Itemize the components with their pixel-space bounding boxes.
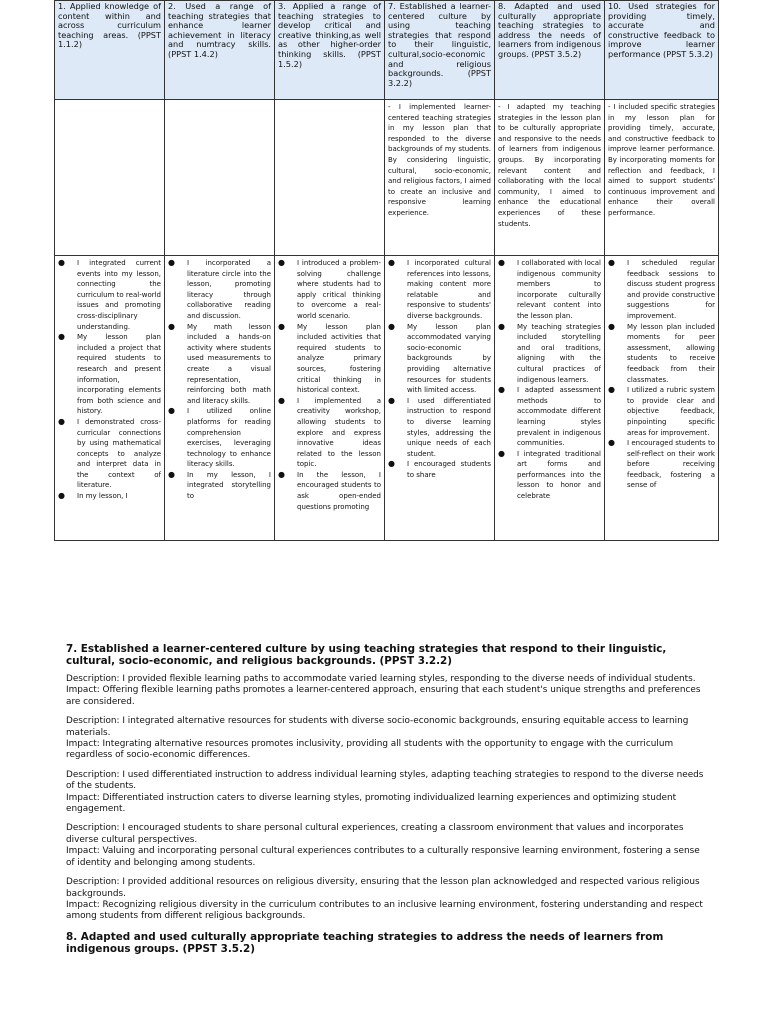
bullet-item: ● I incorporated a literature circle into the lesson, promoting literacy through collaborative reading and discussion. — [187, 258, 271, 322]
indicator-8-header: 8. Adapted and used culturally appropriate teaching strategies to address the needs of learners from indigenous groups. (PPST 3.5.2) — [498, 1, 601, 59]
bullet-item: ● I encouraged students to self-reflect on their work before receiving feedback, fostering a sense of — [627, 438, 715, 491]
bullet-item: ● I incorporated cultural references into lessons, making content more relatable and responsive to students' diverse backgrounds. — [407, 258, 491, 322]
document-body — [66, 643, 706, 962]
bullet-item: ● I integrated traditional art forms and performances into the lesson to honor and celebrate — [517, 449, 601, 502]
bullet-item: ● I integrated current events into my lesson, connecting the curriculum to real-world issues and promoting cross-disciplinary understanding. — [77, 258, 161, 332]
ppst-indicator-table — [54, 0, 718, 541]
entry-impact: Impact: Valuing and incorporating personal cultural experiences contributes to a culturally responsive learning environment, fostering a sense of identity and belonging among students. — [66, 846, 700, 868]
indicator-3-header: 3. Applied a range of teaching strategies to develop critical and creative thinking,as well as other higher-order thinking skills. (PPST 1.5.2) — [278, 1, 381, 69]
indicator-10-header: 10. Used strategies for providing timely, accurate and constructive feedback to improve learner performance (PPST 5.3.2) — [608, 1, 715, 59]
indicator-10-bullets — [605, 256, 718, 491]
indicator-3-reflection — [275, 100, 384, 104]
evidence-cell — [495, 256, 605, 541]
indicator-2-reflection — [165, 100, 274, 104]
evidence-cell — [165, 256, 275, 541]
entry-paragraph — [66, 823, 706, 869]
indicator-2-bullets — [165, 256, 274, 502]
bullet-item: ● I introduced a problem-solving challenge where students had to apply critical thinking to overcome a real-world scenario. — [297, 258, 381, 322]
reflection-cell — [275, 100, 385, 256]
bullet-item: ● I used differentiated instruction to respond to diverse learning styles, addressing the unique needs of each student. — [407, 396, 491, 460]
entry-impact: Impact: Differentiated instruction caters to diverse learning styles, promoting individualized learning experiences and optimizing student engagement. — [66, 792, 677, 815]
header-cell — [385, 1, 495, 100]
indicator-1-header: 1. Applied knowledge of content within and across curriculum teaching areas. (PPST 1.1.2) — [58, 1, 161, 50]
reflection-cell — [385, 100, 495, 256]
entry-impact: Impact: Integrating alternative resources promotes inclusivity, providing all students with the opportunity to engage with the curriculum regardless of socio-economic differences. — [66, 739, 674, 761]
reflection-cell — [605, 100, 719, 256]
header-cell — [165, 1, 275, 100]
header-cell — [275, 1, 385, 100]
indicator-8-reflection: - I adapted my teaching strategies in the lesson plan to be culturally appropriate and responsive to the needs of learners from indigenous groups. By incorporating relevant content and collaborating with the local community, I aimed to enhance the educational experiences of these students. — [498, 103, 601, 228]
bullet-item: ● My lesson plan included moments for peer assessment, allowing students to receive feedback from their classmates. — [627, 322, 715, 386]
indicator-2-header: 2. Used a range of teaching strategies that enhance learner achievement in literacy and numtracy skills. (PPST 1.4.2) — [168, 1, 271, 59]
entry-impact: Impact: Offering flexible learning paths promotes a learner-centered approach, ensuring that each student's unique strengths and preferences are considered. — [66, 685, 701, 707]
reflection-cell — [165, 100, 275, 256]
indicator-1-reflection — [55, 100, 164, 104]
header-cell — [605, 1, 719, 100]
indicator-7-header: 7. Established a learner-centered culture by using teaching strategies that respond to their linguistic, cultural,socio-economic and religious backgrounds. (PPST 3.2.2) — [388, 1, 491, 88]
bullet-item: ● In my lesson, I — [77, 491, 161, 502]
indicator-7-bullets — [385, 256, 494, 480]
indicator-1-bullets — [55, 256, 164, 502]
bullet-item: ● In my lesson, I integrated storytelling to — [187, 470, 271, 502]
entry-description: Description: I provided additional resources on religious diversity, ensuring that the lesson plan acknowledged and respected various religious backgrounds. — [66, 877, 700, 899]
evidence-cell — [385, 256, 495, 541]
entry-description: Description: I provided flexible learning paths to accommodate varied learning styles, responding to the diverse needs of individual students. — [66, 674, 696, 684]
section-8-title: 8. Adapted and used culturally appropriate teaching strategies to address the needs of learners from indigenous groups. (PPST 3.5.2) — [66, 930, 664, 955]
indicator-7-reflection: - I implemented learner-centered teaching strategies in my lesson plan that responded to the diverse backgrounds of my students. By considering linguistic, cultural, socio-economic, and religious factors, I aimed to create an inclusive and responsive learning experience. — [388, 103, 491, 217]
reflection-cell — [55, 100, 165, 256]
indicator-10-reflection: - I included specific strategies in my lesson plan for providing timely, accurate, and constructive feedback to improve learner performance. By incorporating moments for reflection and feedback, I aimed to support students' continuous improvement and enhance their overall performance. — [608, 103, 715, 217]
bullet-item: ● I collaborated with local indigenous community members to incorporate culturally relevant content into the lesson plan. — [517, 258, 601, 322]
reflection-cell — [495, 100, 605, 256]
indicator-8-bullets — [495, 256, 604, 502]
bullet-item: ● I utilized a rubric system to provide clear and objective feedback, pinpointing specific areas for improvement. — [627, 385, 715, 438]
header-cell — [55, 1, 165, 100]
entry-paragraph — [66, 674, 706, 708]
bullet-item: ● I adapted assessment methods to accommodate different learning styles prevalent in indigenous communities. — [517, 385, 601, 449]
bullet-item: ● In the lesson, I encouraged students to ask open-ended questions promoting — [297, 470, 381, 512]
entry-paragraph — [66, 877, 706, 923]
bullet-item: ● I encouraged students to share — [407, 459, 491, 480]
bullet-item: ● I utilized online platforms for reading comprehension exercises, leveraging technology to enhance literacy skills. — [187, 406, 271, 470]
entry-description: Description: I used differentiated instruction to address individual learning styles, adapting teaching strategies to respond to the diverse needs of the students. — [66, 769, 704, 792]
bullet-item: ● I demonstrated cross-curricular connections by using mathematical concepts to analyze and interpret data in the context of literature. — [77, 417, 161, 491]
header-row — [55, 1, 719, 100]
evidence-row — [55, 256, 719, 541]
bullet-item: ● My lesson plan accommodated varying socio-economic backgrounds by providing alternative resources for students with limited access. — [407, 322, 491, 396]
header-cell — [495, 1, 605, 100]
bullet-item: ● I scheduled regular feedback sessions to discuss student progress and provide constructive suggestions for improvement. — [627, 258, 715, 322]
entry-paragraph — [66, 770, 706, 816]
entry-paragraph — [66, 716, 706, 762]
bullet-item: ● My lesson plan included a project that required students to research and present information, incorporating elements from both science and history. — [77, 332, 161, 417]
evidence-cell — [55, 256, 165, 541]
entry-description: Description: I integrated alternative resources for students with diverse socio-economic backgrounds, ensuring equitable access to learning materials. — [66, 716, 689, 738]
section-7-title: 7. Established a learner-centered culture by using teaching strategies that respond to their linguistic, cultural, socio-economic, and religious backgrounds. (PPST 3.2.2) — [66, 643, 667, 667]
bullet-item: ● My lesson plan included activities that required students to analyze primary sources, fostering critical thinking in historical context. — [297, 322, 381, 396]
entry-impact: Impact: Recognizing religious diversity in the curriculum contributes to an inclusive learning environment, fostering understanding and respect among students from different religious backgrounds. — [66, 899, 703, 922]
entry-description: Description: I encouraged students to share personal cultural experiences, creating a classroom environment that values and incorporates diverse cultural perspectives. — [66, 823, 684, 845]
bullet-item: ● My math lesson included a hands-on activity where students used measurements to create a visual representation, reinforcing both math and literacy skills. — [187, 322, 271, 407]
bullet-item: ● I implemented a creativity workshop, allowing students to explore and express innovative ideas related to the lesson topic. — [297, 396, 381, 470]
bullet-item: ● My teaching strategies included storytelling and oral traditions, aligning with the cultural practices of indigenous learners. — [517, 322, 601, 386]
evidence-cell — [275, 256, 385, 541]
indicator-grid — [54, 0, 719, 541]
evidence-cell — [605, 256, 719, 541]
indicator-3-bullets — [275, 256, 384, 512]
reflection-row — [55, 100, 719, 256]
